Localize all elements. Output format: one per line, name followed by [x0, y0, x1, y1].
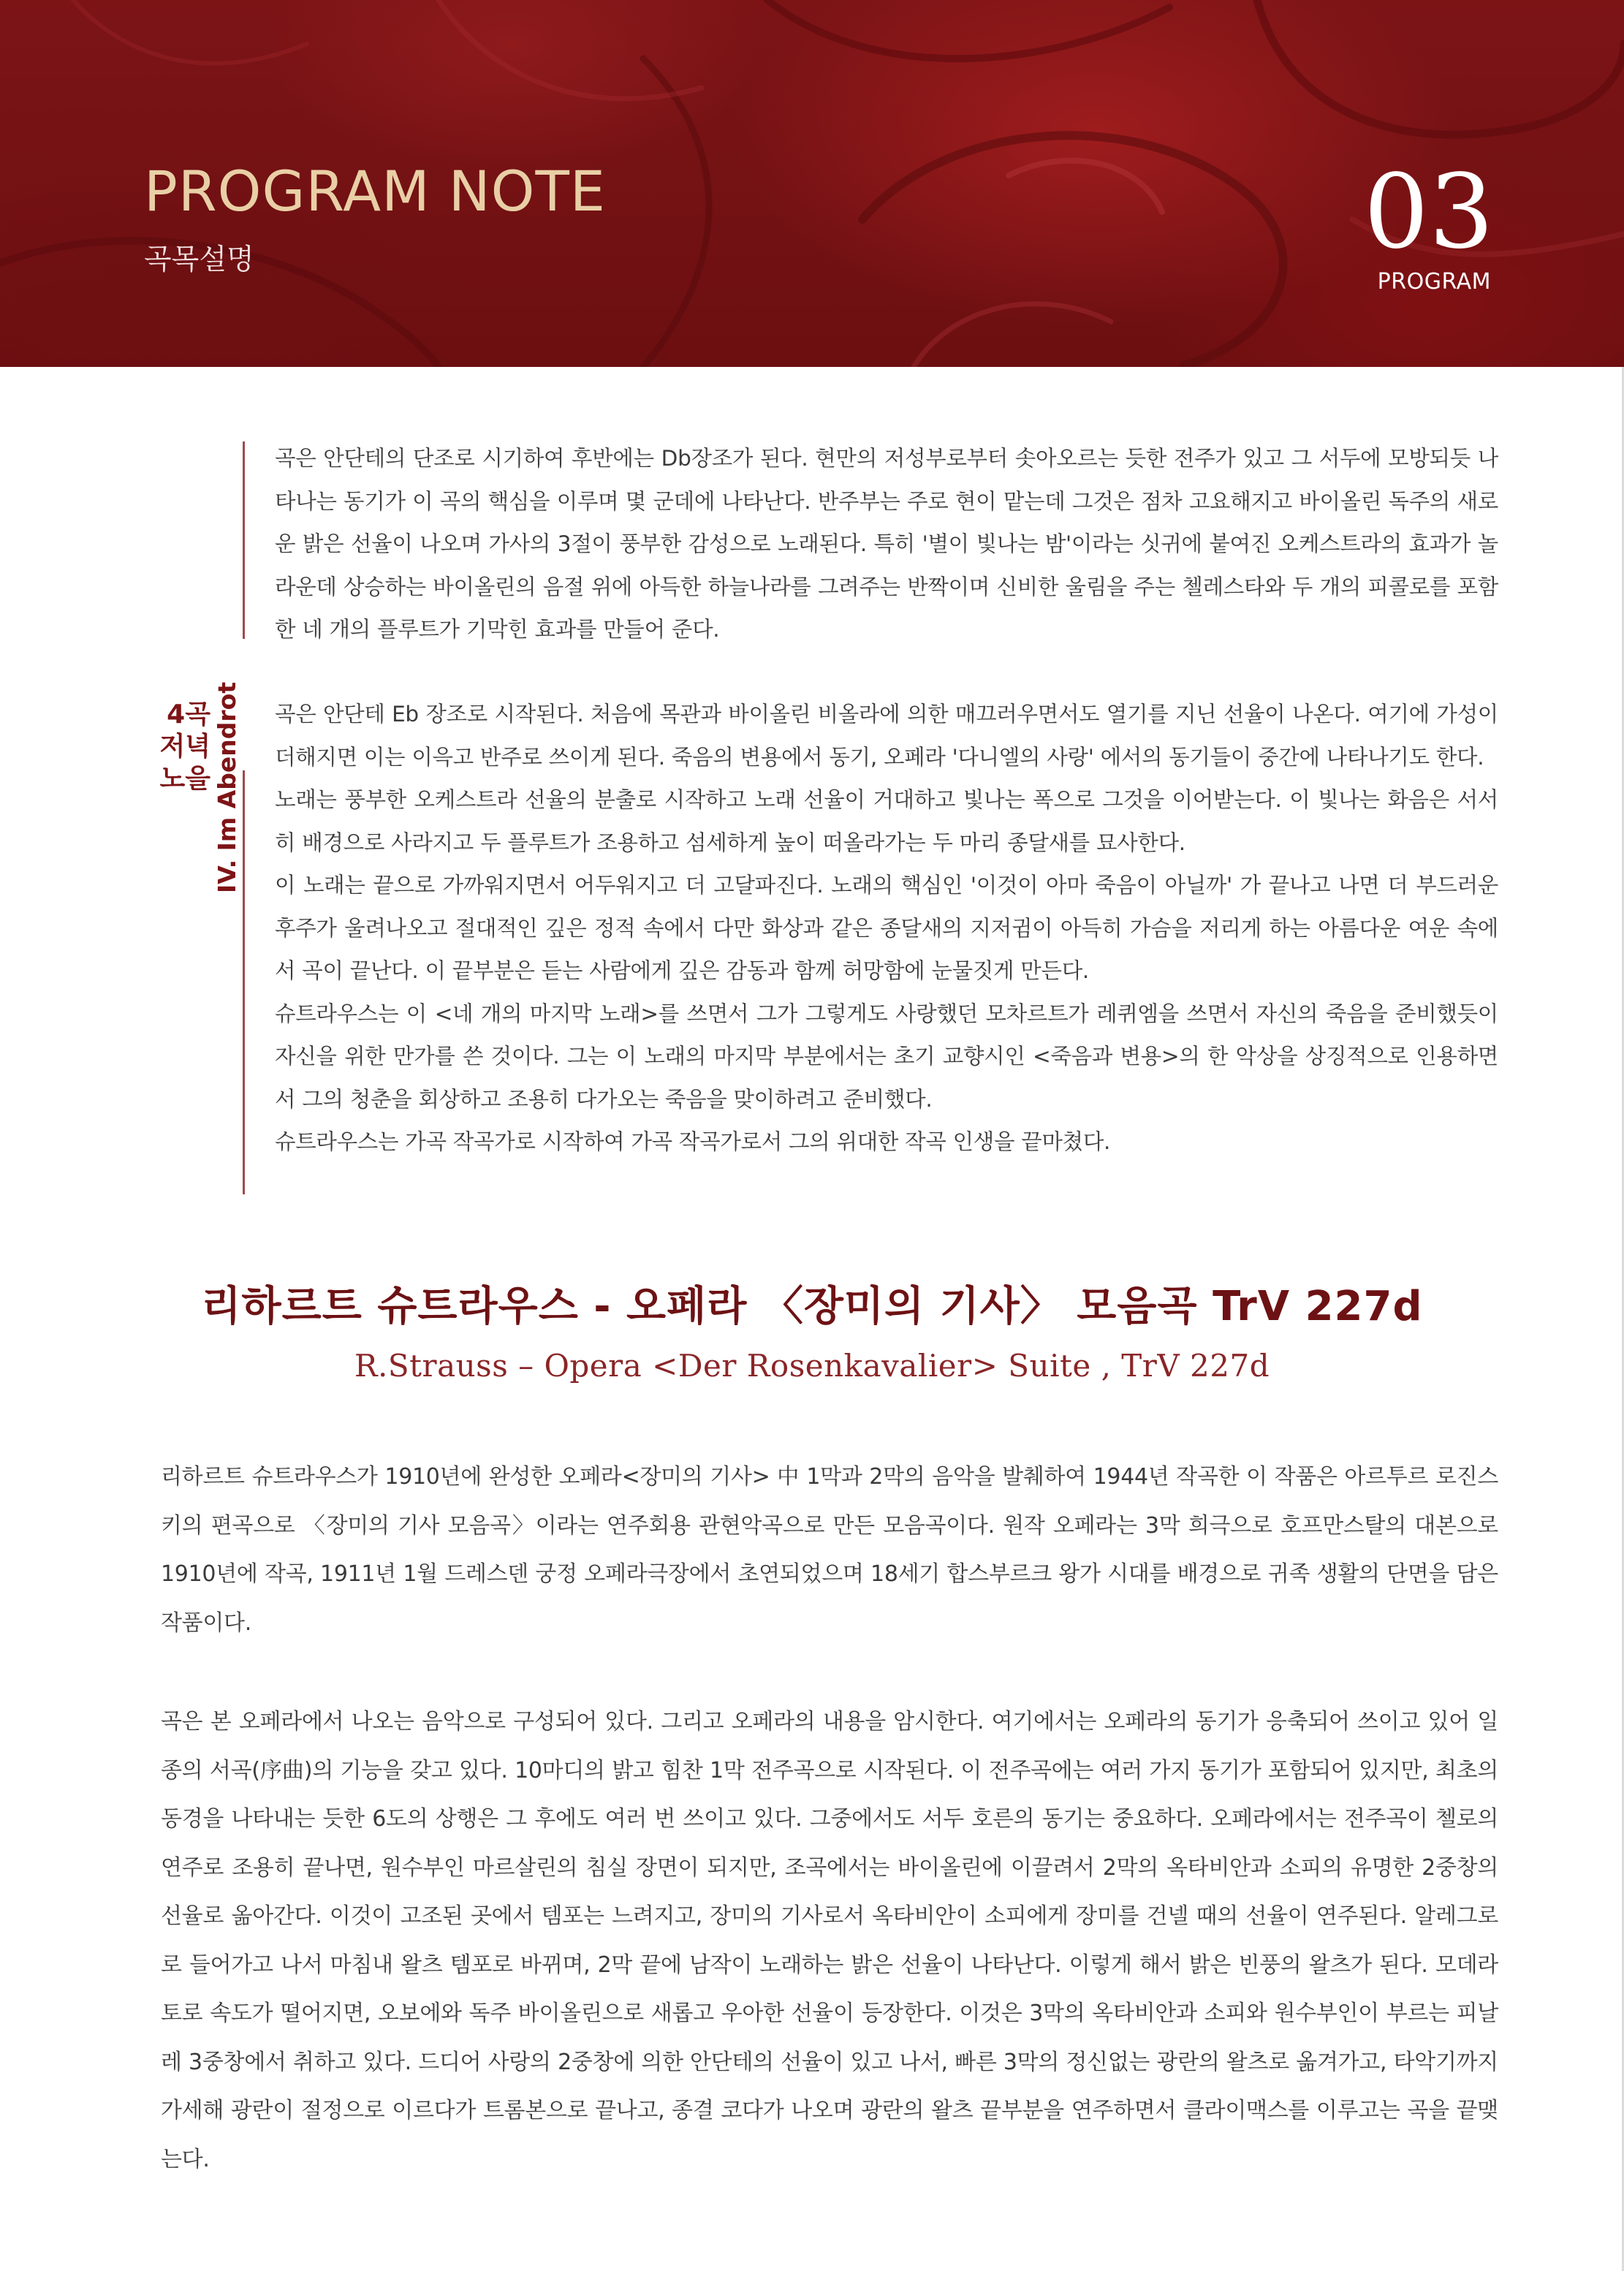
piece-title-english: R.Strauss – Opera <Der Rosenkavalier> Suite , TrV 227d — [354, 1348, 1270, 1384]
header-banner — [0, 0, 1624, 367]
paragraph: 곡은 안단테의 단조로 시기하여 후반에는 Db장조가 된다. 현만의 저성부로부터 솟아오르는 듯한 전주가 있고 그 서두에 모방되듯 나타나는 동기가 이 곡의 핵심을 이루며 몇 군데에 나타난다. 반주부는 주로 현이 맡는데 그것은 점차 고요해지고 바이올린 독주의 새로운 밝은 선율이 나오며 가사의 3절이 풍부한 감성으로 노래된다. 특히 '별이 빛나는 밤'이라는 싯귀에 붙여진 오케스트라의 효과가 놀라운데 상승하는 바이올린의 음절 위에 아득한 하늘나라를 그려주는 반짝이며 신비한 울림을 주는 첼레스타와 두 개의 피콜로를 포함한 네 개의 플루트가 기막힌 효과를 만들어 준다. — [275, 446, 1498, 642]
section-divider-bar — [243, 770, 245, 1194]
paragraph: 노래는 풍부한 오케스트라 선율의 분출로 시작하고 노래 선율이 거대하고 빛나는 폭으로 그것을 이어받는다. 이 빛나는 화음은 서서히 배경으로 사라지고 두 플루트가 조용하고 섬세하게 높이 떠올라가는 두 마리 종달새를 묘사한다. — [275, 787, 1498, 855]
paragraph: 곡은 본 오페라에서 나오는 음악으로 구성되어 있다. 그리고 오페라의 내용을 암시한다. 여기에서는 오페라의 동기가 응축되어 쓰이고 있어 일종의 서곡(序曲)의 기능을 갖고 있다. 10마디의 밝고 힘찬 1막 전주곡으로 시작된다. 이 전주곡에는 여러 가지 동기가 포함되어 있지만, 최초의 동경을 나타내는 듯한 6도의 상행은 그 후에도 여러 번 쓰이고 있다. 그중에서도 서두 호른의 동기는 중요하다. 오페라에서는 전주곡이 첼로의 연주로 조용히 끝나면, 원수부인 마르살린의 침실 장면이 되지만, 조곡에서는 바이올린에 이끌려서 2막의 옥타비안과 소피의 유명한 2중창의 선율로 옮아간다. 이것이 고조된 곳에서 템포는 느려지고, 장미의 기사로서 옥타비안이 소피에게 장미를 건넬 때의 선율이 연주된다. 알레그로로 들어가고 나서 마침내 왈츠 템포로 바뀌며, 2막 끝에 남작이 노래하는 밝은 선율이 나타난다. 이렇게 해서 밝은 빈풍의 왈츠가 된다. 모데라토로 속도가 떨어지면, 오보에와 독주 바이올린으로 새롭고 우아한 선율이 등장한다. 이것은 3막의 옥타비안과 소피와 원수부인이 부르는 피날레 3중창에서 취하고 있다. 드디어 사랑의 2중창에 의한 안단테의 선율이 있고 나서, 빠른 3막의 정신없는 광란의 왈츠로 옮겨가고, 타악기까지 가세해 광란이 절정으로 이르다가 트롬본으로 끝나고, 종결 코다가 나오며 광란의 왈츠 끝부분을 연주하면서 클라이맥스를 이루고는 곡을 끝맺는다. — [161, 1709, 1498, 2172]
piece-title-korean: 리하르트 슈트라우스 - 오페라 〈장미의 기사〉 모음곡 TrV 227d — [201, 1283, 1423, 1330]
piece-description-1 — [161, 1453, 1498, 1648]
song4-description — [275, 693, 1498, 1164]
song-label-line: 4곡 — [167, 700, 210, 729]
paragraph: 곡은 안단테 Eb 장조로 시작된다. 처음에 목관과 바이올린 비올라에 의한 매끄러우면서도 열기를 지닌 선율이 나온다. 여기에 가성이 더해지면 이는 이윽고 반주로 쓰이게 된다. 죽음의 변용에서 동기, 오페라 '다니엘의 사랑' 에서의 동기들이 중간에 나타나기도 한다. — [275, 702, 1498, 770]
song-label-line: 저녁 — [159, 732, 210, 762]
paragraph: 리하르트 슈트라우스가 1910년에 완성한 오페라<장미의 기사> 中 1막과 2막의 음악을 발췌하여 1944년 작곡한 이 작품은 아르투르 로진스키의 편곡으로 〈장미의 기사 모음곡〉이라는 연주회용 관현악곡으로 만든 모음곡이다. 원작 오페라는 3막 희극으로 호프만스탈의 대본으로 1910년에 작곡, 1911년 1월 드레스덴 궁정 오페라극장에서 초연되었으며 18세기 합스부르크 왕가 시대를 배경으로 귀족 생활의 단면을 담은 작품이다. — [161, 1464, 1498, 1636]
song-label-line: 노을 — [159, 764, 210, 794]
paragraph: 슈트라우스는 가곡 작곡가로 시작하여 가곡 작곡가로서 그의 위대한 작곡 인생을 끝마쳤다. — [275, 1129, 1111, 1154]
song-title-vertical: IV. Im Abendrot — [213, 681, 241, 893]
program-number: 03 — [1363, 153, 1494, 272]
program-note-subtitle: 곡목설명 — [144, 243, 254, 276]
piece-description-2 — [161, 1698, 1498, 2184]
previous-song-text — [275, 437, 1498, 651]
paragraph: 이 노래는 끝으로 가까워지면서 어두워지고 더 고달파진다. 노래의 핵심인 '이것이 아마 죽음이 아닐까' 가 끝나고 나면 더 부드러운 후주가 울려나오고 절대적인 깊은 정적 속에서 다만 화상과 같은 종달새의 지저귐이 아득히 가슴을 저리게 하는 아름다운 여운 속에서 곡이 끝난다. 이 끝부분은 듣는 사람에게 깊은 감동과 함께 허망함에 눈물짓게 만든다. — [275, 873, 1498, 983]
program-note-title: PROGRAM NOTE — [144, 159, 606, 224]
paragraph: 슈트라우스는 이 <네 개의 마지막 노래>를 쓰면서 그가 그렇게도 사랑했던 모차르트가 레퀴엠을 쓰면서 자신의 죽음을 준비했듯이 자신을 위한 만가를 쓴 것이다. 그는 이 노래의 마지막 부분에서는 초기 교향시인 <죽음과 변용>의 한 악상을 상징적으로 인용하면서 그의 청춘을 회상하고 조용히 다가오는 죽음을 맞이하려고 준비했다. — [275, 1001, 1498, 1112]
song-number-label — [152, 699, 210, 795]
program-label: PROGRAM — [1377, 269, 1491, 295]
section-divider-bar — [243, 441, 245, 639]
